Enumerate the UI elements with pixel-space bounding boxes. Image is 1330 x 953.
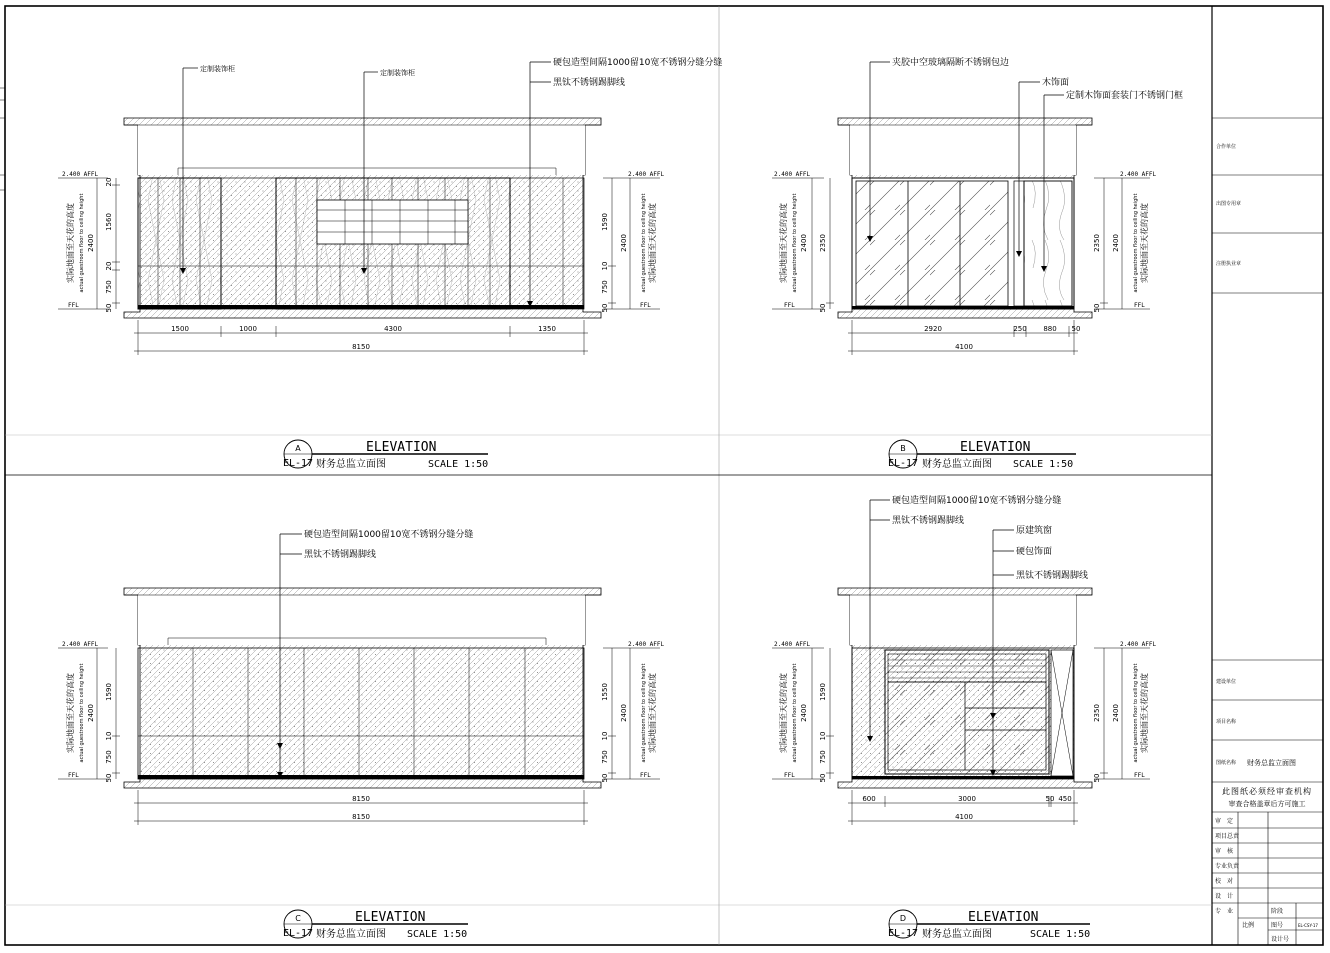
tb-drawing-name: 财务总监立面图	[1247, 759, 1296, 767]
dim-a-r4: 50	[601, 303, 609, 313]
vert-en-b-r: actual guestroom floor to ceiling height	[1133, 193, 1139, 293]
title-a-letter: A	[295, 444, 301, 453]
tb-footer-4: 设计号	[1271, 936, 1290, 943]
vert-en-b-l: actual guestroom floor to ceiling height	[792, 193, 798, 293]
ceiling-tag-c-r: 2.400 AFFL	[628, 641, 665, 648]
dim-d-l2: 10	[819, 731, 827, 741]
dim-c-r3: 750	[601, 750, 609, 764]
dim-d-b3: 50	[1045, 795, 1055, 803]
vert-cn-c-l: 实际地面至天花的高度	[66, 673, 75, 753]
title-c-heading: ELEVATION	[355, 910, 426, 925]
callout-d-2: 黑钛不锈钢踢脚线	[892, 516, 965, 526]
callout-a-4: 黑钛不锈钢踢脚线	[553, 78, 626, 88]
title-c-sheet: EL-17	[282, 928, 314, 939]
dim-d-b4: 450	[1058, 795, 1072, 803]
callout-c-1: 硬包造型间隔1000留10宽不锈钢分缝分缝	[304, 530, 474, 540]
callout-b-1: 夹胶中空玻璃隔断不锈钢包边	[892, 58, 1010, 68]
dim-a-r2: 10	[601, 261, 609, 271]
dim-c-l4: 50	[105, 773, 113, 783]
dim-d-r1: 2350	[1093, 704, 1101, 722]
title-c-letter: C	[295, 914, 301, 923]
title-d-sheet: EL-17	[887, 928, 919, 939]
dim-a-b2: 1000	[239, 325, 257, 333]
callout-d-4: 硬包饰面	[1016, 547, 1053, 557]
dim-d-b2: 3000	[958, 795, 976, 803]
ceiling-tag-a-l: 2.400 AFFL	[62, 171, 99, 178]
ceiling-tag-b-l: 2.400 AFFL	[774, 171, 811, 178]
title-a-sub: 财务总监立面图	[316, 459, 386, 470]
callout-b-3: 定制木饰面套装门不锈钢门框	[1066, 91, 1184, 101]
tb-field-4: 建设单位	[1216, 679, 1237, 685]
callout-d-5: 黑钛不锈钢踢脚线	[1016, 571, 1089, 581]
tb-field-5: 项目名称	[1216, 719, 1237, 725]
title-d-heading: ELEVATION	[968, 910, 1039, 925]
tb-field-1: 合作单位	[1216, 144, 1237, 150]
dim-b-b4: 50	[1071, 325, 1081, 333]
vert-cn-a-l: 实际地面至天花的高度	[66, 203, 75, 283]
vert-en-d-l: actual guestroom floor to ceiling height	[792, 663, 798, 763]
dim-d-l4: 50	[819, 773, 827, 783]
vert-en-c-l: actual guestroom floor to ceiling height	[79, 663, 85, 763]
vert-cn-d-r: 实际地面至天花的高度	[1140, 673, 1149, 753]
dim-b-total-r: 2400	[1112, 234, 1120, 252]
title-d-sub: 财务总监立面图	[922, 929, 992, 940]
dim-d-total-l: 2400	[800, 704, 808, 722]
tb-footer-1: 阶段	[1271, 908, 1284, 915]
dim-d-overall: 4100	[955, 813, 973, 821]
dim-c-r4: 50	[601, 773, 609, 783]
tb-role-4: 专业负责	[1215, 863, 1240, 870]
dim-d-b1: 600	[862, 795, 876, 803]
callout-c-2: 黑钛不锈钢踢脚线	[304, 550, 377, 560]
vert-en-c-r: actual guestroom floor to ceiling height	[641, 663, 647, 763]
dim-d-total-r: 2400	[1112, 704, 1120, 722]
floor-tag-c-l: FFL	[68, 772, 79, 779]
ceiling-tag-a-r: 2.400 AFFL	[628, 171, 665, 178]
tb-role-5: 校 对	[1215, 878, 1234, 885]
tb-footer-2: 比例	[1242, 922, 1255, 929]
elevation-a	[58, 56, 722, 470]
dim-a-r3: 750	[601, 280, 609, 294]
vert-cn-c-r: 实际地面至天花的高度	[648, 673, 657, 753]
title-b-scale: SCALE 1:50	[1013, 459, 1074, 470]
tb-field-2: 出图专用章	[1216, 201, 1242, 207]
title-b-sheet: EL-17	[887, 458, 919, 469]
dim-c-total-l: 2400	[87, 704, 95, 722]
dim-b-l1: 2350	[819, 234, 827, 252]
dim-a-b3: 4300	[384, 325, 402, 333]
ceiling-tag-d-r: 2.400 AFFL	[1120, 641, 1157, 648]
tb-sheet-no: EL-CSY-17	[1298, 923, 1318, 928]
tb-role-3: 审 核	[1215, 848, 1234, 855]
floor-tag-b-r: FFL	[1134, 302, 1145, 309]
dim-a-l1: 20	[105, 177, 113, 187]
vert-cn-a-r: 实际地面至天花的高度	[648, 203, 657, 283]
floor-tag-a-l: FFL	[68, 302, 79, 309]
title-a-sheet: EL-17	[282, 458, 314, 469]
dim-a-l5: 50	[105, 303, 113, 313]
dim-a-l2: 1560	[105, 213, 113, 231]
vert-en-d-r: actual guestroom floor to ceiling height	[1133, 663, 1139, 763]
title-d-scale: SCALE 1:50	[1030, 929, 1091, 940]
callout-d-3: 原建筑窗	[1016, 526, 1053, 536]
title-a-scale: SCALE 1:50	[428, 459, 489, 470]
dim-b-overall: 4100	[955, 343, 973, 351]
dim-b-b1: 2920	[924, 325, 942, 333]
dim-d-r2: 50	[1093, 773, 1101, 783]
elevation-d	[772, 494, 1157, 940]
dim-a-r1: 1590	[601, 213, 609, 231]
title-b-sub: 财务总监立面图	[922, 459, 992, 470]
dim-b-r1: 2350	[1093, 234, 1101, 252]
dim-a-overall: 8150	[352, 343, 370, 351]
title-b-letter: B	[900, 444, 906, 453]
vert-cn-b-l: 实际地面至天花的高度	[779, 203, 788, 283]
tb-role-1: 审 定	[1215, 818, 1234, 825]
floor-tag-b-l: FFL	[784, 302, 795, 309]
tb-footer-3: 图号	[1271, 922, 1284, 929]
dim-a-l4: 750	[105, 280, 113, 294]
ceiling-tag-c-l: 2.400 AFFL	[62, 641, 99, 648]
dim-c-l1: 1590	[105, 683, 113, 701]
dim-c-r2: 10	[601, 731, 609, 741]
dim-c-b1: 8150	[352, 795, 370, 803]
floor-tag-a-r: FFL	[640, 302, 651, 309]
callout-d-1: 硬包造型间隔1000留10宽不锈钢分缝分缝	[892, 496, 1062, 506]
dim-c-l2: 10	[105, 731, 113, 741]
dim-b-b3: 880	[1043, 325, 1057, 333]
dim-a-l3: 20	[105, 261, 113, 271]
vert-cn-d-l: 实际地面至天花的高度	[779, 673, 788, 753]
ceiling-tag-b-r: 2.400 AFFL	[1120, 171, 1157, 178]
ceiling-tag-d-l: 2.400 AFFL	[774, 641, 811, 648]
tb-notice-2: 审查合格盖章后方可施工	[1228, 800, 1306, 808]
dim-c-r1: 1550	[601, 683, 609, 701]
title-c-scale: SCALE 1:50	[407, 929, 468, 940]
dim-b-total-l: 2400	[800, 234, 808, 252]
dim-a-total-l: 2400	[87, 234, 95, 252]
title-b-heading: ELEVATION	[960, 440, 1031, 455]
elevation-c	[58, 528, 665, 940]
dim-c-overall: 8150	[352, 813, 370, 821]
dim-a-b4: 1350	[538, 325, 556, 333]
dim-b-r2: 50	[1093, 303, 1101, 313]
callout-a-3: 硬包造型间隔1000留10宽不锈钢分缝分缝	[553, 58, 723, 68]
dim-d-l1: 1590	[819, 683, 827, 701]
dim-a-b1: 1500	[171, 325, 189, 333]
floor-tag-c-r: FFL	[640, 772, 651, 779]
tb-role-7: 专 业	[1215, 908, 1234, 915]
vert-cn-b-r: 实际地面至天花的高度	[1140, 203, 1149, 283]
callout-b-2: 木饰面	[1042, 78, 1070, 88]
vert-en-a-l: actual guestroom floor to ceiling height	[79, 193, 85, 293]
tb-role-6: 设 计	[1215, 893, 1234, 900]
dim-a-total-r: 2400	[620, 234, 628, 252]
dim-b-b2: 250	[1013, 325, 1027, 333]
tb-notice-1: 此图纸必须经审查机构	[1222, 787, 1312, 796]
title-d-letter: D	[899, 914, 907, 923]
dim-c-l3: 750	[105, 750, 113, 764]
dim-d-l3: 750	[819, 750, 827, 764]
callout-a-2: 定制装饰柜	[380, 69, 415, 77]
vert-en-a-r: actual guestroom floor to ceiling height	[641, 193, 647, 293]
dim-b-l2: 50	[819, 303, 827, 313]
tb-field-3: 注册执业章	[1216, 261, 1242, 267]
floor-tag-d-l: FFL	[784, 772, 795, 779]
elevation-b	[772, 56, 1183, 470]
tb-role-2: 项目总责	[1215, 833, 1240, 840]
title-c-sub: 财务总监立面图	[316, 929, 386, 940]
floor-tag-d-r: FFL	[1134, 772, 1145, 779]
tb-field-6: 图纸名称	[1216, 760, 1237, 766]
callout-a-1: 定制装饰柜	[200, 65, 235, 73]
title-a-heading: ELEVATION	[366, 440, 437, 455]
dim-c-total-r: 2400	[620, 704, 628, 722]
